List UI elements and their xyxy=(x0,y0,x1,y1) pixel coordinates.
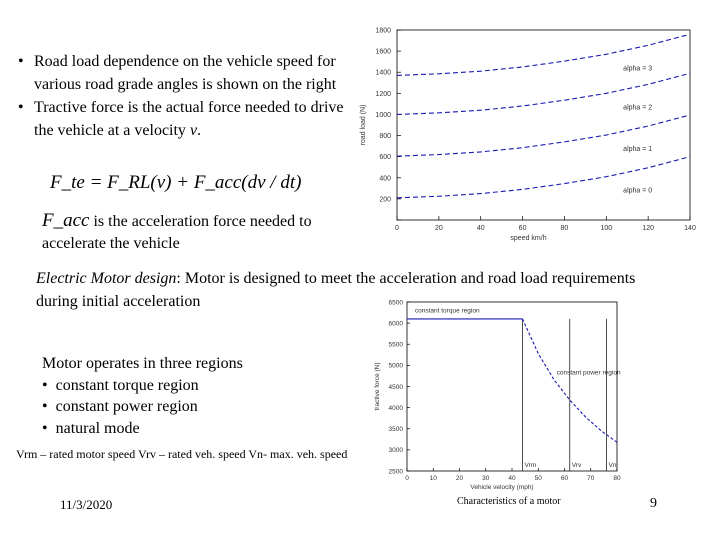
x-tick-label: 60 xyxy=(560,475,569,482)
facc-text: is the acceleration force needed to accelerate the vehicle xyxy=(42,213,312,252)
motor-design-text: : Motor is designed to meet the acceleration and road load requirements during initial acceleration xyxy=(36,270,636,310)
plot-frame xyxy=(407,302,617,471)
road-load-chart xyxy=(345,20,710,248)
x-tick-label: 60 xyxy=(518,225,527,232)
y-tick-label: 200 xyxy=(379,196,391,204)
y-tick-label: 6000 xyxy=(388,320,403,328)
x-tick-label: 100 xyxy=(600,225,613,232)
bullet-marker: • xyxy=(18,53,24,70)
x-tick-label: 10 xyxy=(429,475,437,482)
annotation-label: constant torque region xyxy=(414,307,480,315)
y-tick-label: 1400 xyxy=(375,69,391,77)
bullet-marker: • xyxy=(42,398,48,415)
motor-characteristics-chart xyxy=(365,296,630,494)
bullet-text: Road load dependence on the vehicle speed for various road grade angles is shown on the right xyxy=(34,53,337,93)
bullet-text-end: . xyxy=(197,122,202,139)
y-tick-label: 600 xyxy=(379,154,391,162)
motor-regions xyxy=(42,353,243,439)
motor-design-title: Electric Motor design xyxy=(36,270,177,287)
intro-bullets xyxy=(18,50,358,142)
x-tick-label: 20 xyxy=(455,475,464,482)
region-item xyxy=(42,396,243,418)
y-tick-label: 5500 xyxy=(388,341,403,349)
y-tick-label: 5000 xyxy=(388,362,403,370)
y-tick-label: 3500 xyxy=(388,426,403,434)
y-tick-label: 800 xyxy=(379,133,391,141)
x-tick-label: 40 xyxy=(476,225,485,232)
x-tick-label: 20 xyxy=(434,225,443,232)
annotation-label: Vrv xyxy=(571,462,582,469)
bullet-marker: • xyxy=(42,376,48,394)
y-axis-label: tractive force (N) xyxy=(374,362,381,411)
x-tick-label: 80 xyxy=(613,475,621,482)
velocity-symbol: v xyxy=(189,122,198,139)
series-label: alpha = 0 xyxy=(623,187,653,195)
region-item xyxy=(42,418,243,440)
y-tick-label: 2500 xyxy=(388,468,403,476)
facc-symbol: F_acc xyxy=(42,210,90,231)
tractive-force-formula xyxy=(50,172,301,194)
region-text: constant power region xyxy=(55,398,198,415)
x-tick-label: 30 xyxy=(482,475,490,482)
x-tick-label: 140 xyxy=(684,225,696,232)
annotation-label: Vn xyxy=(608,462,617,469)
y-tick-label: 1800 xyxy=(375,27,391,35)
annotation-label: Vrm xyxy=(524,462,537,469)
y-tick-label: 6500 xyxy=(388,299,403,307)
series-label: alpha = 1 xyxy=(623,146,653,154)
x-tick-label: 0 xyxy=(395,225,399,232)
y-tick-label: 1000 xyxy=(375,111,391,119)
formula-text: F_te = F_RL(v) + F_acc(dv / dt) xyxy=(50,172,302,193)
footer-date: 11/3/2020 xyxy=(60,497,113,512)
y-tick-label: 4000 xyxy=(388,404,403,412)
acceleration-force-note xyxy=(42,210,362,255)
region-text: constant torque region xyxy=(55,376,199,394)
bullet-marker: • xyxy=(18,99,24,116)
bullet-road-load xyxy=(18,50,358,96)
x-tick-label: 0 xyxy=(405,475,409,482)
region-item xyxy=(42,375,243,397)
page-number: 9 xyxy=(650,496,657,511)
annotation-label: constant power region xyxy=(556,369,621,377)
x-tick-label: 80 xyxy=(560,225,569,232)
x-tick-label: 70 xyxy=(587,475,595,482)
x-axis-label: speed km/h xyxy=(510,235,547,242)
series-label: alpha = 3 xyxy=(623,65,653,73)
x-tick-label: 120 xyxy=(642,225,654,232)
y-tick-label: 1600 xyxy=(375,48,391,56)
footer-caption: Characteristics of a motor xyxy=(457,496,561,507)
bullet-tractive-force xyxy=(18,96,358,142)
x-axis-label: Vehicle velocity (mph) xyxy=(470,484,534,491)
speed-definitions: Vrm – rated motor speed Vrv – rated veh. speed Vn- max. veh. speed xyxy=(16,447,348,461)
y-axis-label: road load (N) xyxy=(360,104,367,146)
y-tick-label: 1200 xyxy=(375,90,391,98)
regions-intro: Motor operates in three regions xyxy=(42,355,243,372)
y-tick-label: 400 xyxy=(379,175,391,183)
region-text: natural mode xyxy=(55,419,140,437)
x-tick-label: 40 xyxy=(508,475,516,482)
x-tick-label: 50 xyxy=(534,475,542,482)
y-tick-label: 4500 xyxy=(388,383,403,391)
bullet-marker: • xyxy=(42,419,48,437)
y-tick-label: 3000 xyxy=(388,447,403,455)
bullet-text: Tractive force is the actual force needed to drive the vehicle at a velocity xyxy=(34,99,344,139)
series-label: alpha = 2 xyxy=(623,104,653,112)
